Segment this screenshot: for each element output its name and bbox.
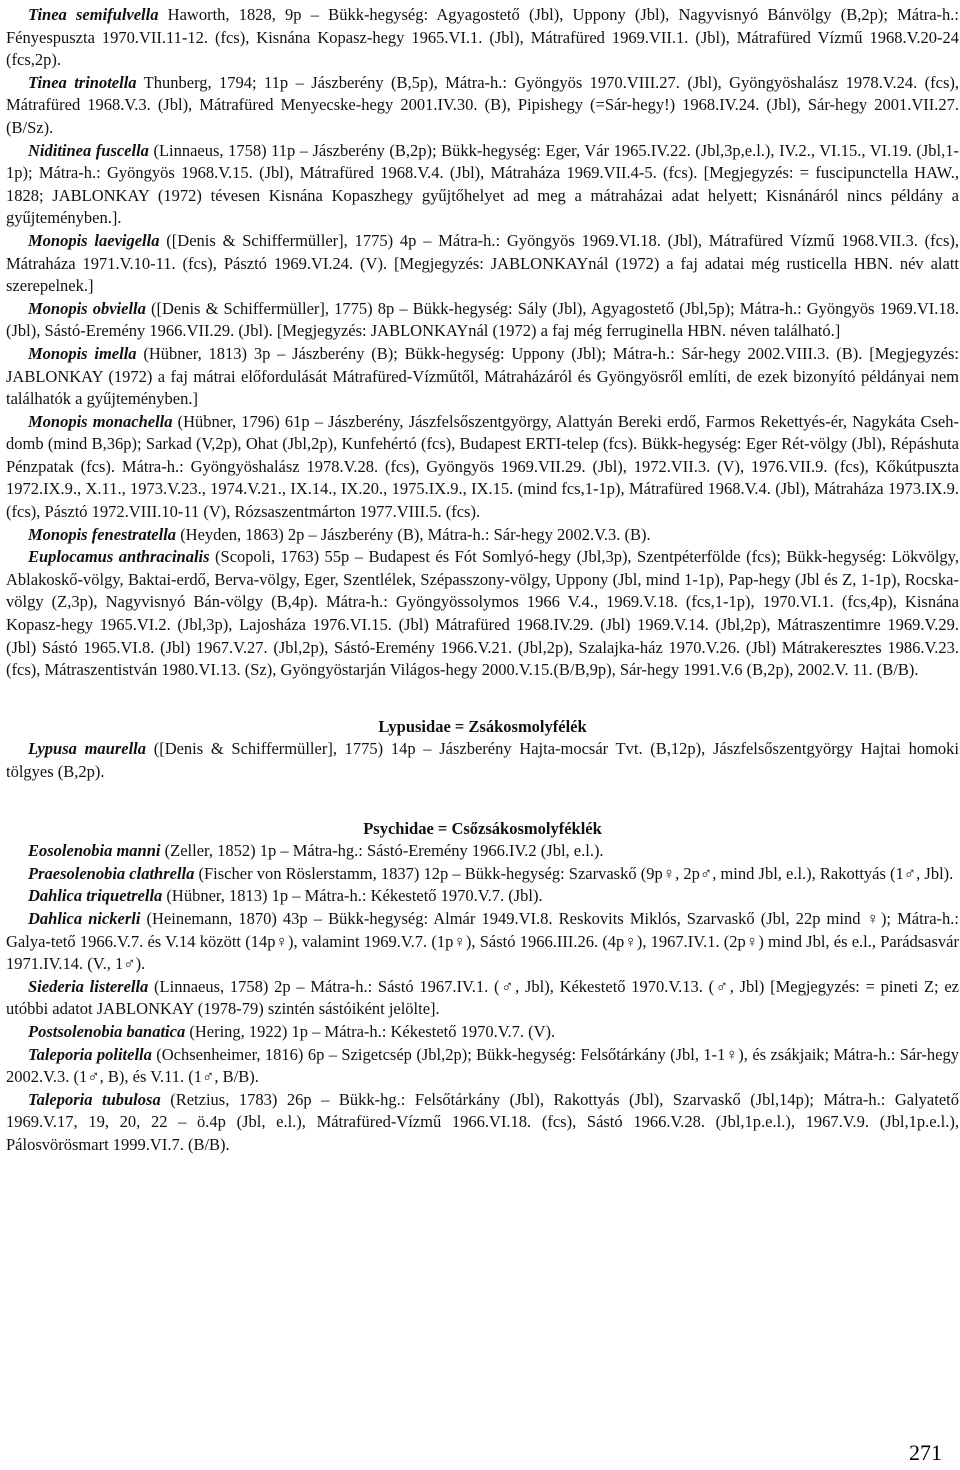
species-record: (Heinemann, 1870) 43p – Bükk-hegység: Almár 1949.VI.8. Reskovits Miklós, Szarvaskő (Jbl, 22p mind ♀); Mátra-h.: Galya-tető 1966.V.7. és V.14 között (14p♀), valamint 1969.V.7. (1p♀), Sástó 1966.III.26. (4p♀), 1967.IV.1. (2p♀) mind Jbl, és e.l., Parádsasvár 1971.IV.14. (V., 1♂). bbox=[6, 908, 959, 974]
species-record: (Retzius, 1783) 26p – Bükk-hg.: Felsőtárkány (Jbl), Rakottyás (Jbl), Szarvaskő (Jbl,14p); Mátra-h.: Galyatető 1969.V.17, 19, 20, 22 – ö.4p (Jbl, e.l.), Mátrafüred-Vízmű 1966.VI.18. (fcs), Sástó 1966.V.28. (Jbl,1p.e.l.), 1967.V.9. (Jbl,1p.e.l.), Pálosvörösmart 1999.VI.7. (B/B). bbox=[6, 1089, 959, 1154]
species-list-psychidae bbox=[6, 840, 959, 1156]
species-entry bbox=[6, 840, 959, 863]
species-list-tineidae bbox=[6, 4, 959, 682]
species-name: Lypusa maurella bbox=[28, 739, 147, 759]
species-name: Siederia listerella bbox=[28, 976, 149, 996]
species-record: Haworth, 1828, 9p – Bükk-hegység: Agyagostető (Jbl), Uppony (Jbl), Nagyvisnyó Bánvölgy (B,2p); Mátra-h.: Fényespuszta 1970.VII.11-12. (fcs), Kisnána Kopasz-hegy 1965.VI.1. (Jbl), Mátrafüred 1969.VII.1. (Jbl), Mátrafüred Vízmű 1968.V.20-24 (fcs,2p). bbox=[6, 5, 959, 70]
species-entry bbox=[6, 546, 959, 682]
species-record: (Scopoli, 1763) 55p – Budapest és Fót Somlyó-hegy (Jbl,3p), Szentpéterfölde (fcs); Bükk-hegység: Lökvölgy, Ablakoskő-völgy, Baktai-erdő, Berva-völgy, Eger, Szentlélek, Szépasszony-völgy, Uppony (Jbl, mind 1-1p), Pap-hegy (Jbl és Z, 1-1p), Rocska-völgy (Z,3p), Nagyvisnyó Bán-völgy (B,4p). Mátra-h.: Gyöngyössolymos 1966 V.4., 1969.V.18. (fcs,1-1p), 1970.VI.1. (fcs,4p), Kisnána Kopasz-hegy 1965.VI.2. (Jbl,3p), Lajosháza 1976.VI.15. (Jbl) Mátrafüred 1968.IV.29. (Jbl) 1969.V.14. (Jbl,2p), Mátraszentimre 1969.V.29. (Jbl) Sástó 1965.VI.8. (Jbl) 1967.V.27. (Jbl,2p), Sástó-Eremény 1966.V.21. (Jbl,2p), Szalajka-ház 1970.V.26. (Jbl) Mátrakeresztes 1986.V.23. (fcs), Mátraszentistván 1980.VI.13. (Sz), Gyöngyöstarján Világos-hegy 2000.V.15.(B/B,9p), Sár-hegy 1991.V.6 (B,2p), 2002.V. 11. (B/B). bbox=[6, 547, 959, 680]
species-name: Taleporia tubulosa bbox=[28, 1089, 161, 1109]
species-name: Taleporia politella bbox=[28, 1044, 152, 1064]
species-name: Tinea semifulvella bbox=[28, 5, 159, 24]
species-record: (Hübner, 1796) 61p – Jászberény, Jászfelsőszentgyörgy, Alattyán Bereki erdő, Farmos Rekettyés-ér, Nagykáta Cseh-domb (mind B,36p); Sarkad (V,2p), Ohat (Jbl,2p), Kunfehértó (fcs), Budapest ERTI-telep (fcs). Bükk-hegység: Eger Rét-völgy (Jbl), Répáshuta Pénzpatak (fcs). Mátra-h.: Gyöngyöshalász 1978.V.28. (fcs), Gyöngyös 1969.VII.29. (Jbl), 1972.VII.3. (V), 1976.VII.9. (fcs), Kőkútpuszta 1972.IX.9., X.11., 1973.V.23., 1974.V.21., IX.14., IX.20., 1975.IX.9., IX.15. (mind fcs,1-1p), Mátrafüred 1968.V.4. (Jbl), Mátraháza 1973.IX.9. (fcs), Pásztó 1972.VIII.10-11 (V), Rózsaszentmárton 1977.VIII.5. (fcs). bbox=[6, 411, 959, 522]
species-name: Niditinea fuscella bbox=[28, 140, 149, 160]
species-record: (Heyden, 1863) 2p – Jászberény (B), Mátra-h.: Sár-hegy 2002.V.3. (B). bbox=[176, 524, 651, 544]
species-name: Monopis monachella bbox=[28, 411, 173, 431]
species-name: Monopis obviella bbox=[28, 298, 146, 318]
species-entry bbox=[6, 4, 959, 72]
species-entry bbox=[6, 738, 959, 783]
species-record: Thunberg, 1794; 11p – Jászberény (B,5p), Mátra-h.: Gyöngyös 1970.VIII.27. (Jbl), Gyöngyöshalász 1978.V.24. (fcs), Mátrafüred 1968.V.3. (Jbl), Mátrafüred Menyecske-hegy 2001.IV.30. (B), Pipishegy (=Sár-hegy!) 1968.IV.24. (Jbl), Sár-hegy 2001.VII.27. (B/Sz). bbox=[6, 72, 960, 137]
species-record: (Hübner, 1813) 1p – Mátra-h.: Kékestető 1970.V.7. (Jbl). bbox=[162, 886, 543, 906]
species-list-lypusidae bbox=[6, 738, 959, 783]
species-record: (Linnaeus, 1758) 11p – Jászberény (B,2p); Bükk-hegység: Eger, Vár 1965.IV.22. (Jbl,3p,e.l.), IV.2., VI.15., VI.19. (Jbl,1-1p); Mátra-h.: Gyöngyös 1968.V.15. (Jbl), Mátrafüred 1968.V.4. (Jbl), Mátraháza 1969.VII.4-5. (fcs). [Megjegyzés: = fuscipunctella HAW., 1828; JABLONKAY (1972) tévesen Kisnána Kopaszhegy gyűjtőhelyet ad meg a mátraházai adat helyett; Kisnánáról nincs példány a gyűjteményben.]. bbox=[6, 140, 959, 228]
species-entry bbox=[6, 343, 959, 411]
species-name: Monopis imella bbox=[28, 343, 137, 363]
species-entry bbox=[6, 976, 959, 1021]
species-entry bbox=[6, 140, 959, 230]
species-record: (Hübner, 1813) 3p – Jászberény (B); Bükk-hegység: Uppony (Jbl); Mátra-h.: Sár-hegy 2002.VIII.3. (B). [Megjegyzés: JABLONKAY (1972) a faj mátrai előfordulását Mátrafüred-Vízműtől, Mátraházáról és Gyöngyösről említi, de ezek bizonyító példányai nem találhatók a gyűjteményben.] bbox=[6, 343, 959, 409]
species-entry bbox=[6, 72, 959, 140]
family-heading-psychidae: Psychidae = Csőzsákosmolyféklék bbox=[363, 818, 602, 838]
species-entry bbox=[6, 863, 959, 886]
species-record: (Zeller, 1852) 1p – Mátra-hg.: Sástó-Eremény 1966.IV.2 (Jbl, e.l.). bbox=[160, 841, 604, 861]
species-name: Postsolenobia banatica bbox=[28, 1021, 186, 1041]
species-entry bbox=[6, 1021, 959, 1044]
document-page bbox=[6, 4, 959, 1157]
species-name: Dahlica triquetrella bbox=[28, 886, 163, 906]
species-entry bbox=[6, 524, 959, 547]
species-entry bbox=[6, 230, 959, 298]
species-record: (Ochsenheimer, 1816) 6p – Szigetcsép (Jbl,2p); Bükk-hegység: Felsőtárkány (Jbl, 1-1♀), és zsákjaik; Mátra-h.: Sár-hegy 2002.V.3. (1♂, B), és V.11. (1♂, B/B). bbox=[6, 1044, 959, 1087]
species-record: (Hering, 1922) 1p – Mátra-h.: Kékestető 1970.V.7. (V). bbox=[185, 1021, 556, 1041]
species-entry bbox=[6, 298, 959, 343]
species-entry bbox=[6, 1044, 959, 1089]
species-record: ([Denis & Schiffermüller], 1775) 14p – Jászberény Hajta-mocsár Tvt. (B,12p), Jászfelsőszentgyörgy Hajtai homoki tölgyes (B,2p). bbox=[6, 739, 960, 781]
species-record: ([Denis & Schiffermüller], 1775) 4p – Mátra-h.: Gyöngyös 1969.VI.18. (Jbl), Mátrafüred Vízmű 1968.VII.3. (fcs), Mátraháza 1971.V.10-11. (fcs), Pásztó 1969.VI.24. (V). [Megjegyzés: JABLONKAYnál (1972) a faj adatai még rusticella HBN. név alatt szerepelnek.] bbox=[6, 230, 959, 296]
species-name: Praesolenobia clathrella bbox=[28, 863, 195, 883]
species-name: Tinea trinotella bbox=[28, 72, 137, 92]
family-heading-lypusidae: Lypusidae = Zsákosmolyfélék bbox=[378, 716, 587, 736]
species-entry bbox=[6, 411, 959, 524]
species-entry bbox=[6, 908, 959, 976]
page-number: 271 bbox=[909, 1440, 942, 1465]
species-record: (Fischer von Röslerstamm, 1837) 12p – Bükk-hegység: Szarvaskő (9p♀, 2p♂, mind Jbl, e.l.), Rakottyás (1♂, Jbl). bbox=[194, 863, 954, 883]
species-name: Eosolenobia manni bbox=[28, 841, 161, 861]
species-name: Euplocamus anthracinalis bbox=[28, 547, 210, 567]
species-name: Monopis laevigella bbox=[28, 230, 160, 250]
species-record: ([Denis & Schiffermüller], 1775) 8p – Bükk-hegység: Sály (Jbl), Agyagostető (Jbl,5p); Mátra-h.: Gyöngyös 1969.VI.18. (Jbl), Sástó-Eremény 1966.VII.29. (Jbl). [Megjegyzés: JABLONKAYnál (1972) a faj még ferruginella HBN. néven található.] bbox=[6, 298, 959, 341]
species-name: Monopis fenestratella bbox=[28, 524, 177, 544]
species-entry bbox=[6, 885, 959, 908]
species-name: Dahlica nickerli bbox=[28, 908, 141, 928]
species-entry bbox=[6, 1089, 959, 1157]
species-record: (Linnaeus, 1758) 2p – Mátra-h.: Sástó 1967.IV.1. (♂, Jbl), Kékestető 1970.V.13. (♂, Jbl) [Megjegyzés: = pineti Z; ez utóbbi adatot JABLONKAY (1978-79) szintén sástóiként jelölte]. bbox=[6, 976, 959, 1019]
